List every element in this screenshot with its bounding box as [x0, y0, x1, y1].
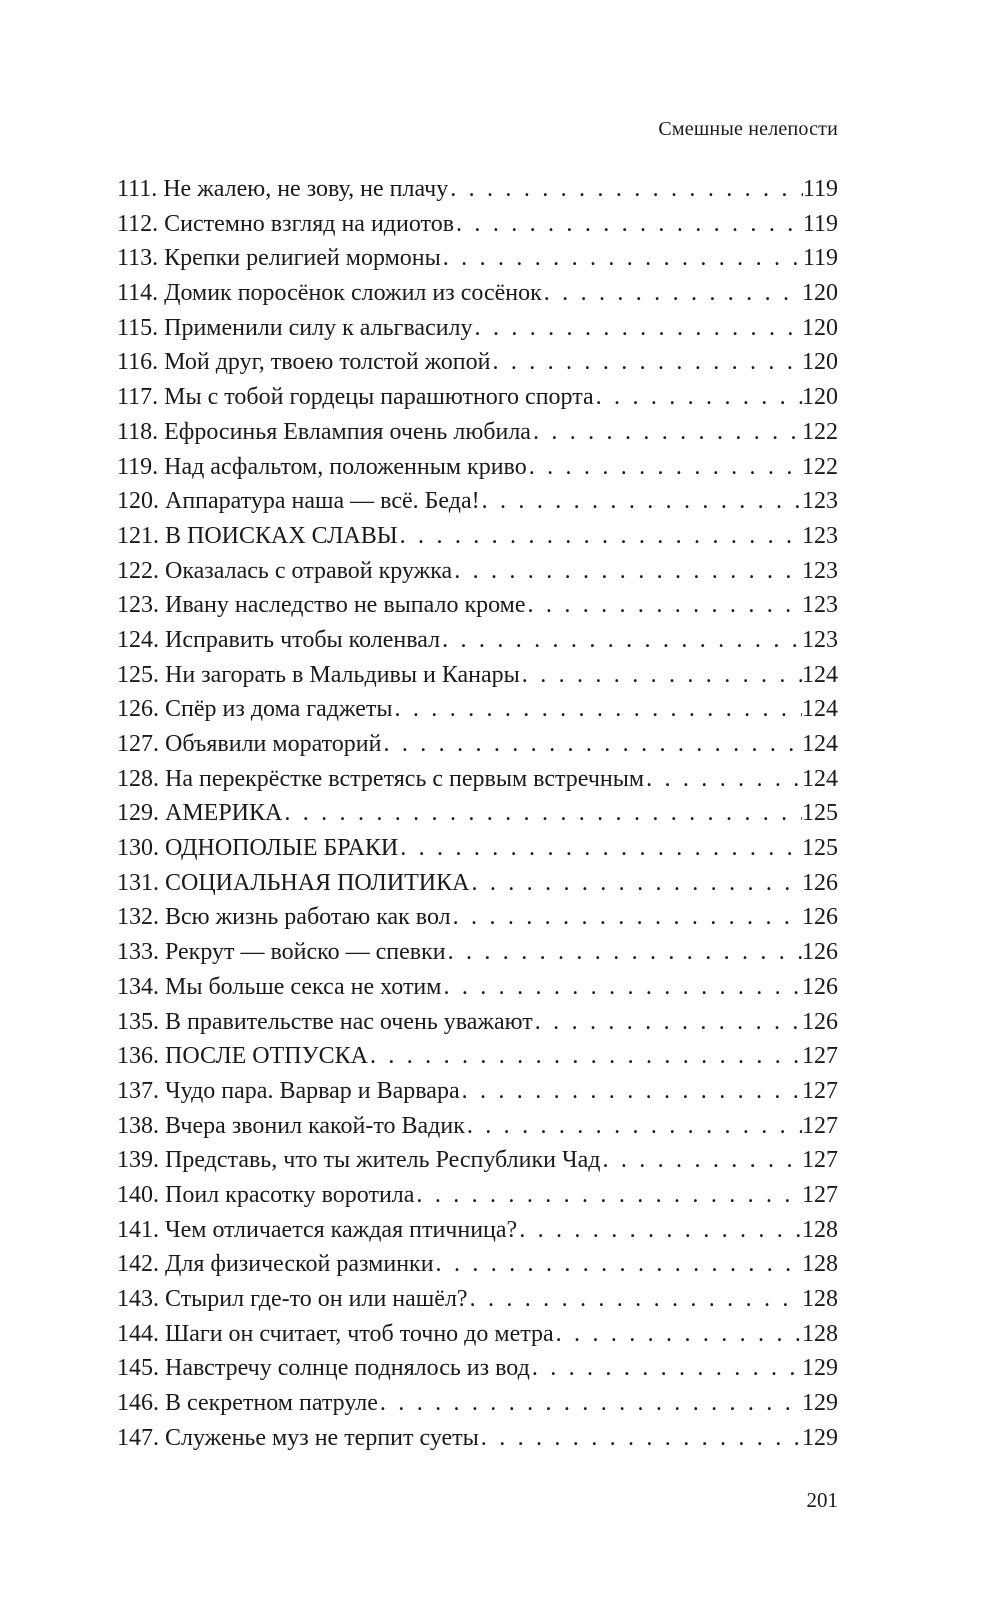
toc-entry-page: 123: [802, 488, 838, 515]
toc-entry-title: Рекрут — войско — спевки: [165, 939, 446, 966]
toc-entry-number: 123.: [117, 592, 159, 619]
toc-entry-title: Чем отличается каждая птичница?: [165, 1216, 518, 1243]
toc-entry-title: В ПОИСКАХ СЛАВЫ: [165, 522, 398, 549]
toc-entry-number: 112.: [117, 210, 159, 237]
toc-entry-title: Крепки религией мормоны: [164, 245, 441, 272]
toc-entry-number: 111.: [117, 176, 158, 202]
toc-entry-number: 145.: [117, 1355, 159, 1382]
toc-entry-page: 126: [802, 939, 838, 966]
dot-leader: [469, 866, 802, 901]
toc-entry[interactable]: [117, 1074, 838, 1109]
dot-leader: [452, 554, 802, 589]
dot-leader: [441, 241, 803, 276]
dot-leader: [594, 380, 802, 415]
toc-entry-number: 116.: [117, 349, 159, 376]
toc-entry[interactable]: [117, 588, 838, 623]
toc-entry-title: Представь, что ты житель Республики Чад: [165, 1147, 601, 1174]
toc-entry-title: Объявили мораторий: [165, 731, 382, 757]
toc-entry-title: Домик поросёнок сложил из сосёнок: [164, 280, 542, 307]
toc-entry-page: 129: [802, 1390, 838, 1417]
toc-entry-page: 128: [802, 1216, 838, 1243]
toc-entry-title: Вчера звонил какой-то Вадик: [165, 1112, 465, 1139]
toc-entry-page: 123: [802, 522, 838, 549]
dot-leader: [600, 1143, 802, 1178]
toc-entry-number: 129.: [117, 800, 159, 827]
toc-entry-number: 133.: [117, 939, 159, 966]
toc-entry-number: 139.: [117, 1147, 159, 1174]
toc-entry-title: СОЦИАЛЬНАЯ ПОЛИТИКА: [165, 869, 470, 896]
dot-leader: [368, 1039, 802, 1074]
toc-entry-title: Служенье муз не терпит суеты: [165, 1424, 479, 1451]
toc-entry[interactable]: [117, 762, 838, 797]
toc-entry-number: 128.: [117, 765, 159, 792]
toc-entry[interactable]: [117, 554, 838, 589]
toc-entry-page: 124: [802, 765, 838, 792]
dot-leader: [282, 796, 802, 831]
toc-entry[interactable]: [117, 796, 838, 831]
toc-entry-page: 127: [802, 1181, 838, 1208]
toc-entry-page: 119: [802, 176, 838, 202]
toc-entry-title: Аппаратура наша — всё. Беда!: [165, 488, 480, 515]
toc-entry-number: 119.: [117, 453, 159, 480]
toc-entry[interactable]: [117, 866, 838, 901]
dot-leader: [490, 345, 802, 380]
toc-entry-number: 134.: [117, 973, 159, 1000]
toc-entry-page: 125: [802, 835, 838, 862]
toc-entry-title: Мы с тобой гордецы парашютного спорта: [164, 384, 594, 411]
toc-entry-page: 124: [802, 661, 838, 688]
toc-entry-page: 126: [802, 904, 838, 931]
toc-entry-number: 125.: [117, 661, 159, 688]
toc-entry[interactable]: [117, 172, 838, 207]
toc-entry-title: АМЕРИКА: [165, 800, 283, 827]
toc-entry[interactable]: [117, 658, 838, 693]
toc-entry-number: 142.: [117, 1251, 159, 1278]
toc-entry-number: 131.: [117, 869, 159, 896]
dot-leader: [434, 1247, 802, 1282]
toc-entry[interactable]: [117, 1143, 838, 1178]
toc-entry-title: Стырил где-то он или нашёл?: [165, 1286, 468, 1312]
dot-leader: [381, 727, 802, 762]
toc-entry-number: 140.: [117, 1181, 159, 1208]
toc-entry[interactable]: [117, 207, 838, 242]
toc-entry-number: 121.: [117, 522, 159, 549]
toc-entry[interactable]: [117, 1386, 838, 1421]
toc-entry-page: 129: [802, 1424, 838, 1451]
dot-leader: [446, 935, 802, 970]
toc-entry-number: 130.: [117, 835, 159, 862]
toc-entry[interactable]: [117, 415, 838, 450]
toc-entry-title: В секретном патруле: [165, 1390, 378, 1417]
toc-entry[interactable]: [117, 900, 838, 935]
dot-leader: [520, 658, 802, 693]
toc-entry[interactable]: [117, 1213, 838, 1248]
toc-entry-page: 120: [802, 280, 838, 307]
toc-entry[interactable]: [117, 1005, 838, 1040]
toc-entry-title: Поил красотку воротила: [165, 1181, 415, 1208]
toc-entry[interactable]: [117, 935, 838, 970]
dot-leader: [414, 1178, 802, 1213]
dot-leader: [454, 207, 803, 242]
toc-entry-number: 141.: [117, 1216, 159, 1243]
toc-entry-number: 147.: [117, 1424, 159, 1451]
toc-entry-title: Не жалею, не зову, не плачу: [163, 176, 449, 202]
toc-entry-title: На перекрёстке встретясь с первым встречным: [165, 765, 645, 792]
toc-entry-title: В правительстве нас очень уважают: [165, 1008, 533, 1035]
toc-entry[interactable]: [117, 276, 838, 311]
toc-entry-title: Ни загорать в Мальдивы и Канары: [165, 661, 520, 688]
dot-leader: [531, 415, 802, 450]
dot-leader: [465, 1109, 802, 1144]
toc-entry-page: 127: [802, 1112, 838, 1139]
toc-entry-page: 122: [802, 418, 838, 445]
dot-leader: [448, 172, 803, 207]
dot-leader: [530, 1351, 802, 1386]
dot-leader: [527, 450, 802, 485]
toc-entry-title: Ивану наследство не выпало кроме: [165, 592, 526, 619]
toc-entry[interactable]: [117, 1317, 838, 1352]
toc-entry[interactable]: [117, 450, 838, 485]
toc-entry[interactable]: [117, 970, 838, 1005]
toc-entry[interactable]: [117, 623, 838, 658]
toc-entry-number: 132.: [117, 904, 159, 931]
toc-entry[interactable]: [117, 1247, 838, 1282]
toc-entry-title: Для физической разминки: [165, 1251, 434, 1278]
toc-entry-number: 144.: [117, 1320, 159, 1347]
toc-entry-page: 123: [802, 592, 838, 619]
toc-entry-number: 146.: [117, 1390, 159, 1417]
toc-entry[interactable]: [117, 484, 838, 519]
toc-entry-page: 124: [802, 696, 838, 723]
toc-entry-title: Спёр из дома гаджеты: [165, 696, 393, 723]
toc-entry-page: 127: [802, 1077, 838, 1104]
toc-entry-number: 113.: [117, 245, 159, 272]
toc-entry-number: 135.: [117, 1008, 159, 1035]
toc-entry[interactable]: [117, 1109, 838, 1144]
toc-entry[interactable]: [117, 241, 838, 276]
toc-entry-number: 137.: [117, 1077, 159, 1104]
dot-leader: [526, 588, 802, 623]
toc-entry[interactable]: [117, 1282, 838, 1317]
toc-entry-title: Оказалась с отравой кружка: [165, 557, 453, 584]
toc-entry-page: 120: [802, 314, 838, 341]
dot-leader: [468, 1282, 802, 1317]
toc-entry-page: 128: [802, 1251, 838, 1278]
toc-entry-number: 114.: [117, 280, 159, 307]
dot-leader: [479, 1421, 802, 1456]
toc-entry[interactable]: [117, 380, 838, 415]
toc-entry-number: 117.: [117, 384, 159, 411]
toc-entry-page: 126: [802, 1008, 838, 1035]
toc-entry-page: 127: [802, 1043, 838, 1070]
toc-entry-title: Системно взгляд на идиотов: [164, 210, 455, 237]
dot-leader: [554, 1317, 802, 1352]
toc-entry[interactable]: [117, 1178, 838, 1213]
dot-leader: [451, 900, 802, 935]
dot-leader: [398, 519, 802, 554]
toc-entry-title: Навстречу солнце поднялось из вод: [165, 1355, 530, 1382]
dot-leader: [393, 692, 803, 727]
toc-entry-page: 119: [802, 210, 838, 237]
toc-entry[interactable]: [117, 692, 838, 727]
toc-entry-title: Исправить чтобы коленвал: [165, 626, 441, 653]
dot-leader: [378, 1386, 802, 1421]
dot-leader: [473, 311, 802, 346]
page-number: 201: [806, 1488, 838, 1512]
dot-leader: [480, 484, 802, 519]
toc-entry-number: 127.: [117, 731, 159, 757]
toc-entry-page: 123: [802, 557, 838, 584]
toc-entry-page: 123: [802, 626, 838, 653]
toc-entry-page: 125: [802, 800, 838, 827]
dot-leader: [542, 276, 802, 311]
dot-leader: [440, 623, 802, 658]
toc-entry-title: Мы больше секса не хотим: [165, 973, 442, 1000]
running-header: Смешные нелепости: [658, 118, 838, 140]
toc-entry-title: Мой друг, твоею толстой жопой: [164, 349, 491, 376]
toc-entry-page: 120: [802, 384, 838, 411]
toc-entry-title: ПОСЛЕ ОТПУСКА: [165, 1043, 368, 1070]
toc-entry-page: 120: [802, 349, 838, 376]
table-of-contents: [117, 172, 838, 1455]
toc-entry[interactable]: [117, 1351, 838, 1386]
toc-entry-title: Шаги он считает, чтоб точно до метра: [165, 1320, 554, 1347]
toc-entry[interactable]: [117, 519, 838, 554]
toc-entry-number: 136.: [117, 1043, 159, 1070]
toc-entry-page: 128: [802, 1286, 838, 1312]
toc-entry-page: 122: [802, 453, 838, 480]
toc-entry-number: 120.: [117, 488, 159, 515]
toc-entry-page: 128: [802, 1320, 838, 1347]
toc-entry-page: 126: [802, 869, 838, 896]
toc-entry-number: 138.: [117, 1112, 159, 1139]
toc-entry-number: 122.: [117, 557, 159, 584]
toc-entry[interactable]: [117, 831, 838, 866]
toc-entry-title: Над асфальтом, положенным криво: [164, 453, 527, 480]
toc-entry-number: 143.: [117, 1286, 159, 1312]
toc-entry[interactable]: [117, 345, 838, 380]
toc-entry[interactable]: [117, 311, 838, 346]
toc-entry-title: Ефросинья Евлампия очень любила: [164, 418, 531, 445]
dot-leader: [460, 1074, 802, 1109]
toc-entry-number: 115.: [117, 314, 159, 341]
dot-leader: [517, 1213, 802, 1248]
dot-leader: [398, 831, 802, 866]
toc-entry-title: Всю жизнь работаю как вол: [165, 904, 451, 931]
dot-leader: [441, 970, 802, 1005]
toc-entry-page: 124: [802, 731, 838, 757]
toc-entry-number: 124.: [117, 626, 159, 653]
dot-leader: [644, 762, 802, 797]
toc-entry[interactable]: [117, 1039, 838, 1074]
toc-entry-page: 119: [802, 245, 838, 272]
toc-entry-page: 129: [802, 1355, 838, 1382]
toc-entry-number: 126.: [117, 696, 159, 723]
toc-entry-title: Применили силу к альгвасилу: [164, 314, 473, 341]
toc-entry-title: ОДНОПОЛЫЕ БРАКИ: [165, 835, 399, 862]
toc-entry-page: 126: [802, 973, 838, 1000]
dot-leader: [533, 1005, 802, 1040]
toc-entry-number: 118.: [117, 418, 159, 445]
toc-entry-title: Чудо пара. Варвар и Варвара: [165, 1077, 460, 1104]
toc-entry[interactable]: [117, 727, 838, 762]
toc-entry-page: 127: [802, 1147, 838, 1174]
toc-entry[interactable]: [117, 1421, 838, 1456]
